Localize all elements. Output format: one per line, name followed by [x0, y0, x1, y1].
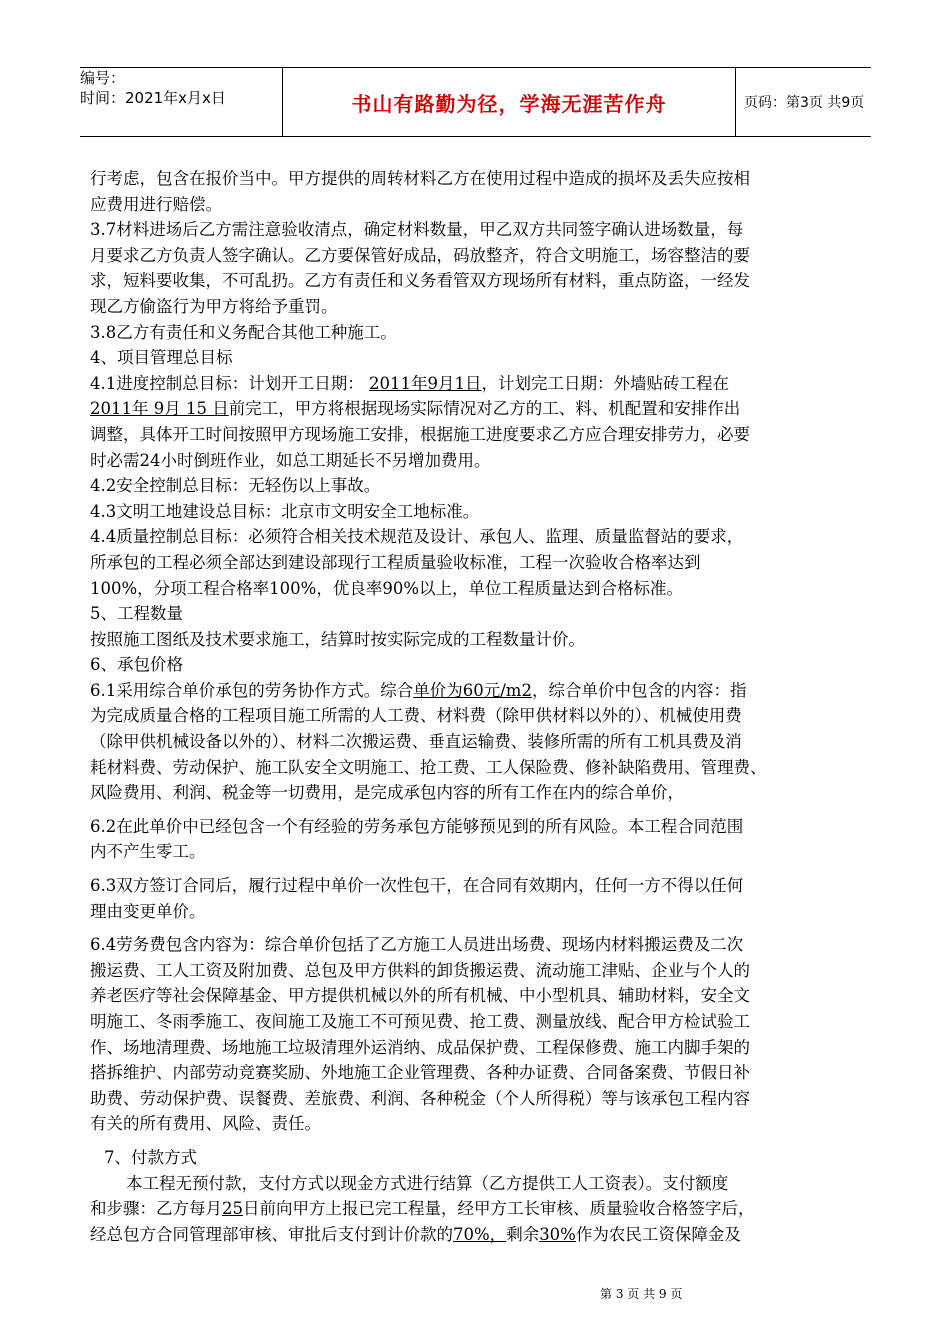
body-line: 内不产生零工。 — [90, 842, 206, 862]
body-line — [90, 371, 862, 397]
body-line: 调整，具体开工时间按照甲方现场施工安排，根据施工进度要求乙方应合理安排劳力，必要 — [90, 424, 750, 444]
body-line: 为完成质量合格的工程项目施工所需的人工费、材料费（除甲供材料以外的）、机械使用费 — [90, 706, 742, 726]
start-date: 2011年9月1日 — [369, 373, 482, 393]
body-line: （除甲供机械设备以外的）、材料二次搬运费、垂直运输费、装修所需的所有工机具费及消 — [90, 732, 742, 752]
section-heading: 6、承包价格 — [90, 655, 183, 675]
body-line — [90, 1222, 862, 1248]
body-line: 行考虑，包含在报价当中。甲方提供的周转材料乙方在使用过程中造成的损坏及丢失应按相 — [90, 169, 750, 188]
body-line: 3.8乙方有责任和义务配合其他工种施工。 — [90, 322, 397, 342]
text-run: 经总包方合同管理部审核、审批后支付到计价款的 — [90, 1224, 453, 1244]
body-line: 3.7材料进场后乙方需注意验收清点，确定材料数量，甲乙双方共同签字确认进场数量，每 — [90, 220, 744, 240]
body-line — [90, 396, 862, 422]
body-line: 明施工、冬雨季施工、夜间施工及施工不可预见费、抢工费、测量放线、配合甲方检试验工 — [90, 1012, 750, 1031]
body-line: 4.2安全控制总目标：无轻伤以上事故。 — [90, 476, 381, 496]
retention-ratio: 30% — [539, 1224, 576, 1244]
unit-price: 单价为60元/m2 — [413, 680, 532, 700]
text-run: 日前向甲方上报已完工程量，经甲方工长审核、质量验收合格签字后， — [243, 1199, 755, 1219]
body-line: 月要求乙方负责人签字确认。乙方要保管好成品，码放整齐，符合文明施工，场容整洁的要 — [90, 245, 750, 265]
header-time: 时间：2021年x月x日 — [80, 89, 226, 107]
report-day: 25 — [222, 1199, 243, 1219]
text-run: 作为农民工资保障金及 — [575, 1224, 741, 1244]
body-line: 现乙方偷盗行为甲方将给予重罚。 — [90, 296, 338, 316]
text-run: 前完工，甲方将根据现场实际情况对乙方的工、料、机配置和安排作出 — [228, 399, 741, 419]
header-motto-cell — [283, 67, 735, 137]
body-line: 助费、劳动保护费、误餐费、差旅费、利润、各种税金（个人所得税）等与该承包工程内容 — [90, 1088, 750, 1108]
body-line: 6.3双方签订合同后，履行过程中单价一次性包干，在合同有效期内，任何一方不得以任何 — [90, 876, 744, 896]
text-run: 4.1进度控制总目标：计划开工日期： — [90, 373, 369, 393]
text-run: 和步骤：乙方每月 — [90, 1199, 222, 1219]
body-line: 本工程无预付款，支付方式以现金方式进行结算（乙方提供工人工资表）。支付额度 — [126, 1173, 729, 1193]
body-line: 6.2在此单价中已经包含一个有经验的劳务承包方能够预见到的所有风险。本工程合同范围 — [90, 816, 744, 836]
body-line: 有关的所有费用、风险、责任。 — [90, 1114, 321, 1134]
section-heading: 5、工程数量 — [90, 604, 183, 624]
header-right-cell — [736, 67, 871, 137]
body-line: 作、场地清理费、场地施工垃圾清理外运消纳、成品保护费、工程保修费、施工内脚手架的 — [90, 1037, 750, 1057]
body-line: 时必需24小时倒班作业，如总工期延长不另增加费用。 — [90, 450, 491, 470]
body-line: 按照施工图纸及技术要求施工，结算时按实际完成的工程数量计价。 — [90, 629, 585, 649]
document-body — [90, 166, 862, 1247]
header-motto: 书山有路勤为径，学海无涯苦作舟 — [351, 91, 667, 116]
body-line: 求，短料要收集，不可乱扔。乙方有责任和义务看管双方现场所有材料，重点防盗，一经发 — [90, 271, 750, 291]
body-line: 应费用进行赔偿。 — [90, 194, 222, 214]
payment-ratio: 70%， — [453, 1224, 507, 1244]
footer-page-number: 第 3 页 共 9 页 — [600, 1287, 683, 1301]
page-header — [80, 67, 871, 137]
body-line: 养老医疗等社会保障基金、甲方提供机械以外的所有机械、中小型机具、辅助材料，安全文 — [90, 986, 750, 1006]
text-run: ，综合单价中包含的内容：指 — [531, 680, 747, 700]
body-line — [90, 1196, 862, 1222]
body-line: 搬运费、工人工资及附加费、总包及甲方供料的卸货搬运费、流动施工津贴、企业与个人的 — [90, 960, 750, 980]
body-line: 风险费用、利润、税金等一切费用，是完成承包内容的所有工作在内的综合单价， — [90, 783, 684, 803]
body-line: 理由变更单价。 — [90, 901, 206, 921]
body-line: 6.4劳务费包含内容为：综合单价包括了乙方施工人员进出场费、现场内材料搬运费及二次 — [90, 935, 744, 955]
end-date: 2011年 9月 15 日 — [90, 399, 229, 419]
body-line: 4.4质量控制总目标：必须符合相关技术规范及设计、承包人、监理、质量监督站的要求， — [90, 527, 744, 547]
header-left-cell — [80, 67, 282, 137]
body-line: 搭拆维护、内部劳动竞赛奖励、外地施工企业管理费、各种办证费、合同备案费、节假日补 — [90, 1063, 750, 1083]
section-heading: 4、项目管理总目标 — [90, 348, 233, 368]
body-line: 100%，分项工程合格率100%，优良率90%以上，单位工程质量达到合格标准。 — [90, 578, 684, 598]
body-line: 4.3文明工地建设总目标：北京市文明安全工地标准。 — [90, 501, 480, 521]
body-line — [90, 678, 862, 704]
body-line: 所承包的工程必须全部达到建设部现行工程质量验收标准，工程一次验收合格率达到 — [90, 552, 701, 572]
body-line: 耗材料费、劳动保护、施工队安全文明施工、抢工费、工人保险费、修补缺陷费用、管理费、 — [90, 757, 767, 777]
header-number: 编号： — [80, 69, 126, 87]
text-run: 6.1采用综合单价承包的劳务协作方式。综合 — [90, 680, 414, 700]
header-page-info: 页码：第3页 共9页 — [744, 95, 865, 111]
section-heading: 7、付款方式 — [104, 1147, 197, 1167]
text-run: 剩余 — [506, 1224, 540, 1244]
text-run: ，计划完工日期：外墙贴砖工程在 — [481, 373, 729, 393]
